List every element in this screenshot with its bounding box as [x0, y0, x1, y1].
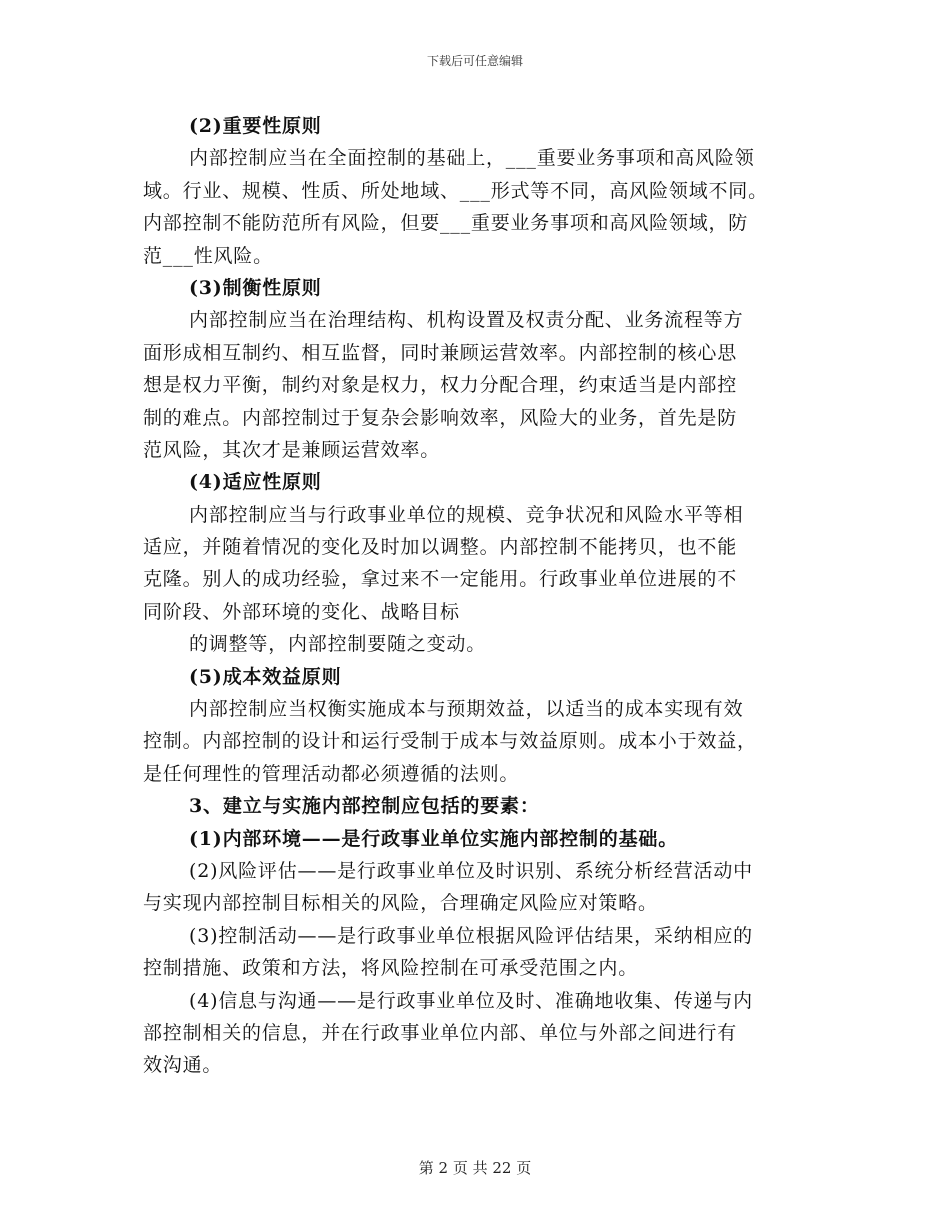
paragraph-line: 想是权力平衡，制约对象是权力，权力分配合理，约束适当是内部控 — [143, 374, 738, 397]
paragraph-line: 适应，并随着情况的变化及时加以调整。内部控制不能拷贝，也不能 — [143, 536, 738, 559]
paragraph-line: 与实现内部控制目标相关的风险，合理确定风险应对策略。 — [143, 892, 658, 915]
element-control-activities: (3)控制活动——是行政事业单位根据风险评估结果，采纳相应的 — [189, 924, 753, 947]
paragraph-line: 的调整等，内部控制要随之变动。 — [189, 633, 487, 656]
paragraph-line: 内部控制应当与行政事业单位的规模、竞争状况和风险水平等相 — [189, 503, 744, 526]
heading-importance-principle: (2)重要性原则 — [189, 115, 322, 137]
paragraph-line: 克隆。别人的成功经验，拿过来不一定能用。行政事业单位进展的不 — [143, 568, 738, 591]
heading-cost-benefit-principle: (5)成本效益原则 — [189, 665, 342, 688]
paragraph-line: 是任何理性的管理活动都必须遵循的法则。 — [143, 762, 520, 785]
heading-balance-principle: (3)制衡性原则 — [189, 276, 322, 299]
paragraph-line: 面形成相互制约、相互监督，同时兼顾运营效率。内部控制的核心思 — [143, 341, 738, 364]
heading-control-elements: 3、建立与实施内部控制应包括的要素： — [189, 795, 540, 818]
paragraph-line: 效沟通。 — [143, 1054, 223, 1077]
page-footer: 第 2 页 共 22 页 — [418, 1159, 532, 1177]
element-information-communication: (4)信息与沟通——是行政事业单位及时、准确地收集、传递与内 — [189, 989, 753, 1012]
page-header: 下载后可任意编辑 — [426, 54, 523, 68]
paragraph-line: 内部控制不能防范所有风险，但要___重要业务事项和高风险领域，防 — [143, 212, 749, 235]
paragraph-line: 域。行业、规模、性质、所处地域、___形式等不同，高风险领域不同。 — [143, 179, 768, 202]
paragraph-line: 部控制相关的信息，并在行政事业单位内部、单位与外部之间进行有 — [143, 1021, 738, 1044]
paragraph-line: 控制措施、政策和方法，将风险控制在可承受范围之内。 — [143, 957, 639, 980]
paragraph-line: 内部控制应当在治理结构、机构设置及权责分配、业务流程等方 — [189, 309, 744, 332]
paragraph-line: 内部控制应当权衡实施成本与预期效益，以适当的成本实现有效 — [189, 698, 744, 721]
element-risk-assessment: (2)风险评估——是行政事业单位及时识别、系统分析经营活动中 — [189, 859, 753, 882]
heading-adaptability-principle: (4)适应性原则 — [189, 471, 322, 494]
paragraph-line: 内部控制应当在全面控制的基础上，___重要业务事项和高风险领 — [189, 147, 755, 170]
paragraph-line: 范风险，其次才是兼顾运营效率。 — [143, 438, 441, 461]
document-body — [143, 110, 823, 1082]
element-internal-environment: (1)内部环境——是行政事业单位实施内部控制的基础。 — [189, 827, 679, 850]
paragraph-line: 范___性风险。 — [143, 244, 273, 267]
paragraph-line: 控制。内部控制的设计和运行受制于成本与效益原则。成本小于效益， — [143, 730, 757, 753]
paragraph-line: 同阶段、外部环境的变化、战略目标 — [143, 600, 460, 623]
paragraph-line: 制的难点。内部控制过于复杂会影响效率，风险大的业务，首先是防 — [143, 406, 738, 429]
